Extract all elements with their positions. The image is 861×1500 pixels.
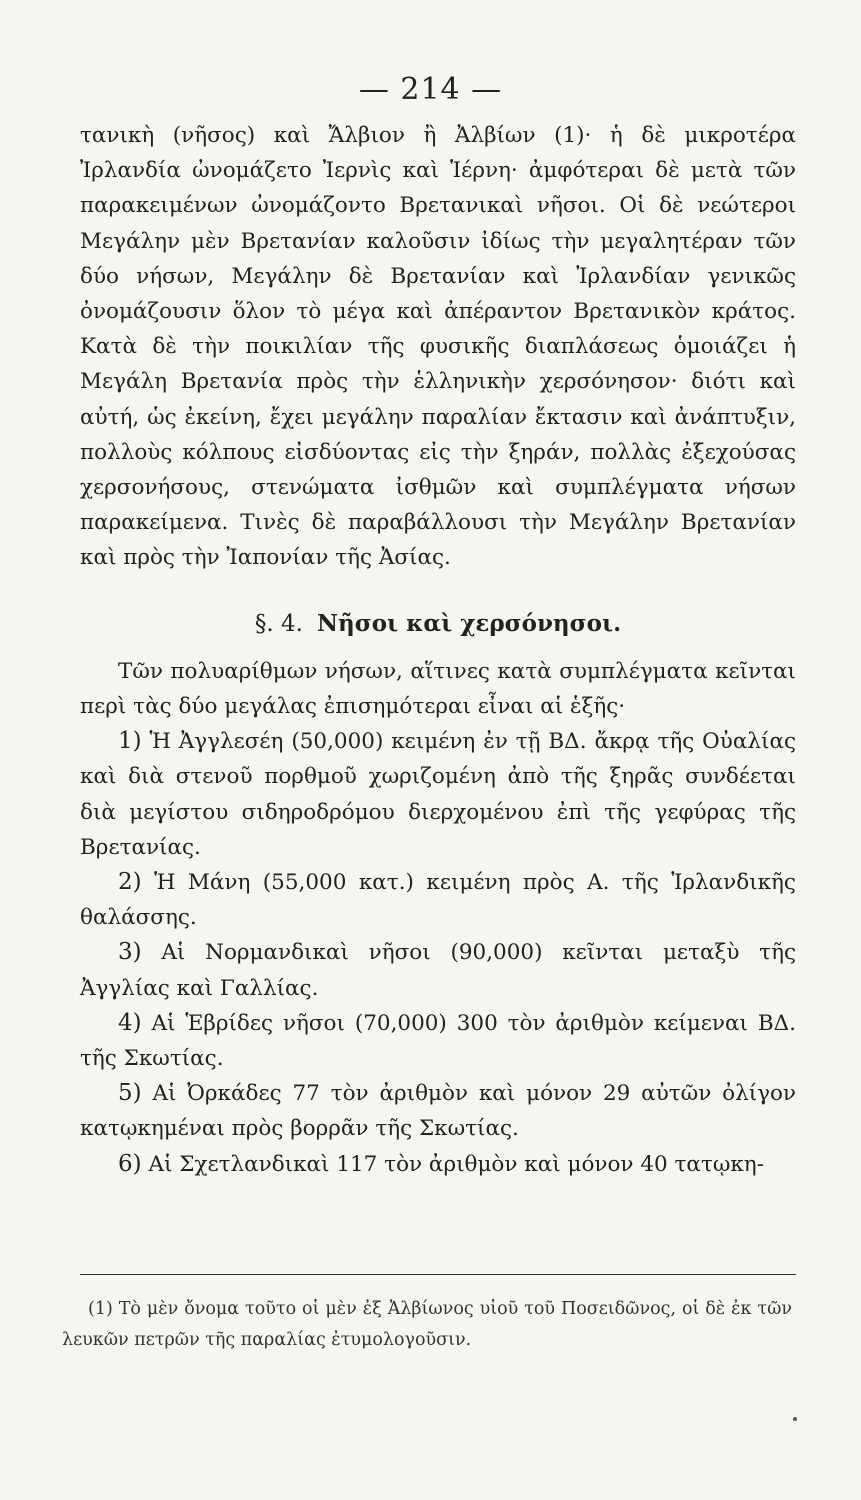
island-list bbox=[80, 724, 796, 1182]
section-number: §. 4. bbox=[254, 610, 303, 637]
ink-speck bbox=[793, 1417, 797, 1421]
list-item-number: 2) bbox=[118, 869, 142, 896]
list-item-text: Αἱ Ἑβρίδες νῆσοι (70,000) 300 τὸν ἀριθμὸν κείμεναι ΒΔ. τῆς Σκωτίας. bbox=[80, 1010, 796, 1072]
list-item bbox=[80, 1076, 796, 1146]
list-item bbox=[80, 935, 796, 1005]
list-item-number: 5) bbox=[118, 1080, 142, 1107]
list-item bbox=[80, 1147, 796, 1182]
footnote-divider bbox=[80, 1274, 796, 1275]
footnote bbox=[62, 1294, 792, 1356]
list-item-number: 1) bbox=[118, 728, 142, 755]
section-title: Νῆσοι καὶ χερσόνησοι. bbox=[317, 609, 622, 637]
list-item-text: Αἱ Σχετλανδικαὶ 117 τὸν ἀριθμὸν καὶ μόνον 40 τατῳκη- bbox=[148, 1151, 764, 1177]
list-item bbox=[80, 1006, 796, 1076]
list-item bbox=[80, 724, 796, 865]
footnote-text: (1) Τὸ μὲν ὄνομα τοῦτο οἱ μὲν ἐξ Ἀλβίωνος υἱοῦ τοῦ Ποσειδῶνος, οἱ δὲ ἐκ τῶν λευκῶν πετρῶν τῆς παραλίας ἐτυμολογοῦσιν. bbox=[62, 1299, 792, 1350]
list-item-number: 4) bbox=[118, 1009, 142, 1036]
page-number: — 214 — bbox=[358, 72, 503, 107]
list-item-number: 3) bbox=[118, 939, 142, 966]
main-text bbox=[80, 118, 796, 1182]
list-item-text: Αἱ Νορμανδικαὶ νῆσοι (90,000) κεῖνται μεταξὺ τῆς Ἀγγλίας καὶ Γαλλίας. bbox=[80, 940, 796, 1001]
intro-paragraph: τανικὴ (νῆσος) καὶ Ἄλβιον ἢ Ἀλβίων (1)· ἡ δὲ μικροτέρα Ἰρλανδία ὠνομάζετο Ἰερνὶς καὶ Ἱέρνη· ἀμφότεραι δὲ μετὰ τῶν παρακειμένων ὠνομάζοντο Βρετανικαὶ νῆσοι. Οἱ δὲ νεώτεροι Μεγάλην μὲν Βρετανίαν καλοῦσιν ἰδίως τὴν μεγαλητέραν τῶν δύο νήσων, Μεγάλην δὲ Βρετανίαν καὶ Ἰρλανδίαν γενικῶς ὀνομάζουσιν ὅλον τὸ μέγα καὶ ἀπέραντον Βρετανικὸν κράτος. Κατὰ δὲ τὴν ποικιλίαν τῆς φυσικῆς διαπλάσεως ὁμοιάζει ἡ Μεγάλη Βρετανία πρὸς τὴν ἑλληνικὴν χερσόνησον· διότι καὶ αὐτή, ὡς ἐκείνη, ἔχει μεγάλην παραλίαν ἔκτασιν καὶ ἀνάπτυξιν, πολλοὺς κόλπους εἰσδύοντας εἰς τὴν ξηράν, πολλὰς ἐξεχούσας χερσονήσους, στενώματα ἰσθμῶν καὶ συμπλέγματα νήσων παρακείμενα. Τινὲς δὲ παραβάλλουσι τὴν Μεγάλην Βρετανίαν καὶ πρὸς τὴν Ἰαπονίαν τῆς Ἀσίας. bbox=[80, 123, 796, 571]
list-item-text: Ἡ Ἀγγλεσέη (50,000) κειμένη ἐν τῇ ΒΔ. ἄκρᾳ τῆς Οὐαλίας καὶ διὰ στενοῦ πορθμοῦ χωριζομένη ἀπὸ τῆς ξηρᾶς συνδέεται διὰ μεγίστου σιδηροδρόμου διερχομένου ἐπὶ τῆς γεφύρας τῆς Βρετανίας. bbox=[80, 729, 796, 860]
list-item-number: 6) bbox=[118, 1150, 142, 1177]
section-intro: Τῶν πολυαρίθμων νήσων, αἵτινες κατὰ συμπλέγματα κεῖνται περὶ τὰς δύο μεγάλας ἐπισημότεραι εἶναι αἱ ἑξῆς· bbox=[80, 658, 796, 720]
section-heading bbox=[80, 606, 796, 642]
list-item bbox=[80, 865, 796, 935]
list-item-text: Αἱ Ὀρκάδες 77 τὸν ἀριθμὸν καὶ μόνον 29 αὐτῶν ὀλίγον κατῳκημέναι πρὸς βορρᾶν τῆς Σκωτίας. bbox=[80, 1081, 796, 1142]
list-item-text: Ἡ Μάνη (55,000 κατ.) κειμένη πρὸς Α. τῆς Ἰρλανδικῆς θαλάσσης. bbox=[80, 870, 796, 931]
